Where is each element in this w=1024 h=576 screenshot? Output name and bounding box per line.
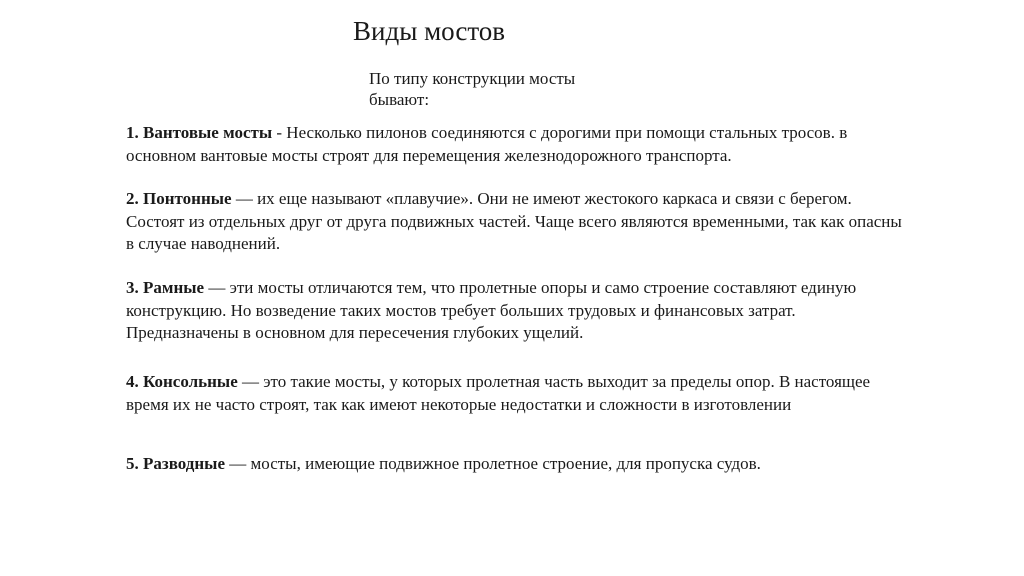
bridge-type-item-3: [126, 277, 906, 345]
bridge-type-item-5: [126, 453, 906, 476]
bridge-type-name: 4. Консольные: [126, 372, 238, 391]
bridge-type-name: 5. Разводные: [126, 454, 226, 473]
bridge-type-description: — эти мосты отличаются тем, что пролетные опоры и само строение составляют единую конструкцию. Но возведение таких мостов требует больших трудовых и финансовых затрат. Предназначены в основном для пересечения глубоких ущелий.: [126, 278, 857, 342]
bridge-type-item-1: [126, 122, 906, 167]
bridge-type-item-4: [126, 371, 906, 416]
bridge-type-description: — мосты, имеющие подвижное пролетное строение, для пропуска судов.: [225, 454, 761, 473]
intro-text: По типу конструкции мосты бывают:: [369, 69, 576, 109]
bridge-type-description: — их еще называют «плавучие». Они не имеют жестокого каркаса и связи с берегом. Состоят из отдельных друг от друга подвижных частей. Чаще всего являются временными, так как опасны в случае наводнений.: [126, 189, 902, 253]
bridge-type-name: 2. Понтонные: [126, 189, 232, 208]
bridge-type-name: 1. Вантовые мосты: [126, 123, 273, 142]
slide-title: Виды мостов: [353, 16, 506, 46]
bridge-type-name: 3. Рамные: [126, 278, 205, 297]
bridge-type-description: — это такие мосты, у которых пролетная часть выходит за пределы опор. В настоящее время их не часто строят, так как имеют некоторые недостатки и сложности в изготовлении: [126, 372, 871, 414]
bridge-type-description: - Несколько пилонов соединяются с дорогими при помощи стальных тросов. в основном вантовые мосты строят для перемещения железнодорожного транспорта.: [126, 123, 848, 165]
bridge-type-item-2: [126, 188, 906, 256]
